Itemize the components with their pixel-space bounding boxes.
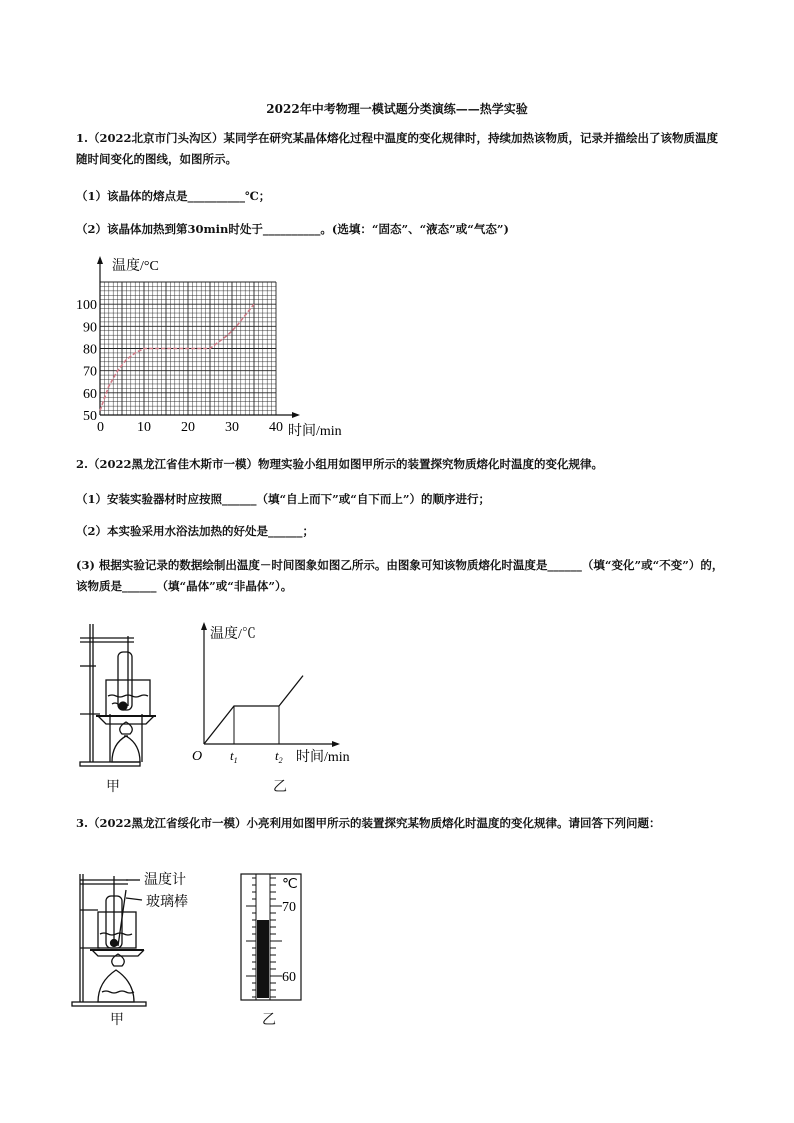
q2-stem: 2.（2022黑龙江省佳木斯市一模）物理实验小组用如图甲所示的装置探究物质熔化时温度的变化规律。 [76,457,604,471]
water-surface [100,933,132,935]
q1-y-tick: 100 [76,298,97,314]
q3-stem: 3.（2022黑龙江省绥化市一模）小亮利用如图甲所示的装置探究某物质熔化时温度的变化规律。请回答下列问题： [76,816,661,830]
q1-x-tick: 20 [181,420,195,435]
q1-part2: （2）该晶体加热到第30min时处于__________。(选填：“固态”、“液态”或“气态”) [76,222,509,236]
q2-curve [204,676,303,744]
thermo-60-label: 60 [282,970,296,985]
q1-y-axis-label: 温度/°C [112,259,159,274]
document-title: 2022年中考物理一模试题分类演练——热学实验 [266,102,528,116]
q1-melting-chart [70,252,360,444]
q3-label-thermometer: 温度计 [144,873,186,888]
q2-origin-label: O [192,749,203,764]
q3-label-glass-rod: 玻璃棒 [146,895,188,910]
q2-fig-jia-label: 甲 [106,780,120,795]
thermo-unit-label: ℃ [282,877,298,892]
q2-t1-label: $t_1$ [230,748,238,765]
q1-x-tick: 0 [97,420,104,435]
q2-temperature-graph [188,618,368,768]
thermometer-liquid [257,920,269,998]
q1-x-tick: 10 [137,420,151,435]
q1-y-tick: 50 [83,409,97,424]
q3-thermometer-scale [236,872,316,1002]
test-tube [118,652,132,710]
q1-y-tick: 90 [83,320,97,336]
q3-fig-yi-label: 乙 [262,1013,276,1028]
q1-part1: （1）该晶体的熔点是__________℃； [76,189,271,203]
q1-x-tick: 40 [269,420,283,435]
q3-fig-jia-label: 甲 [110,1013,124,1028]
q2-apparatus-figure [76,618,166,768]
q2-y-axis-label: 温度/℃ [210,627,256,642]
q1-y-tick: 80 [83,342,97,358]
alcohol-lamp [112,736,140,762]
q2-part1: （1）安装实验器材时应按照______（填“自上而下”或“自下而上”）的顺序进行； [76,492,490,506]
thermo-70-label: 70 [282,900,296,915]
q3-apparatus-figure [70,868,220,1010]
q2-part3: (3) 根据实验记录的数据绘制出温度－时间图象如图乙所示。由图象可知该物质熔化时温度是______（填“变化”或“不变”）的，该物质是______（填“晶体”或“非晶体”）。 [76,558,724,593]
q1-x-axis-label: 时间/min [288,424,342,439]
q2-part2: （2）本实验采用水浴法加热的好处是______； [76,524,314,538]
q2-x-axis-label: 时间/min [296,750,350,765]
q1-y-tick: 70 [83,364,97,380]
q1-x-tick: 30 [225,420,239,435]
q2-t2-label: $t_2$ [275,748,283,765]
q1-stem: 1.（2022北京市门头沟区）某同学在研究某晶体熔化过程中温度的变化规律时，持续加热该物质，记录并描绘出了该物质温度随时间变化的图线，如图所示。 [76,131,719,166]
alcohol-lamp [98,970,134,1002]
q2-fig-yi-label: 乙 [273,780,287,795]
q1-y-tick: 60 [83,386,97,402]
glass-rod-pointer [126,898,142,900]
